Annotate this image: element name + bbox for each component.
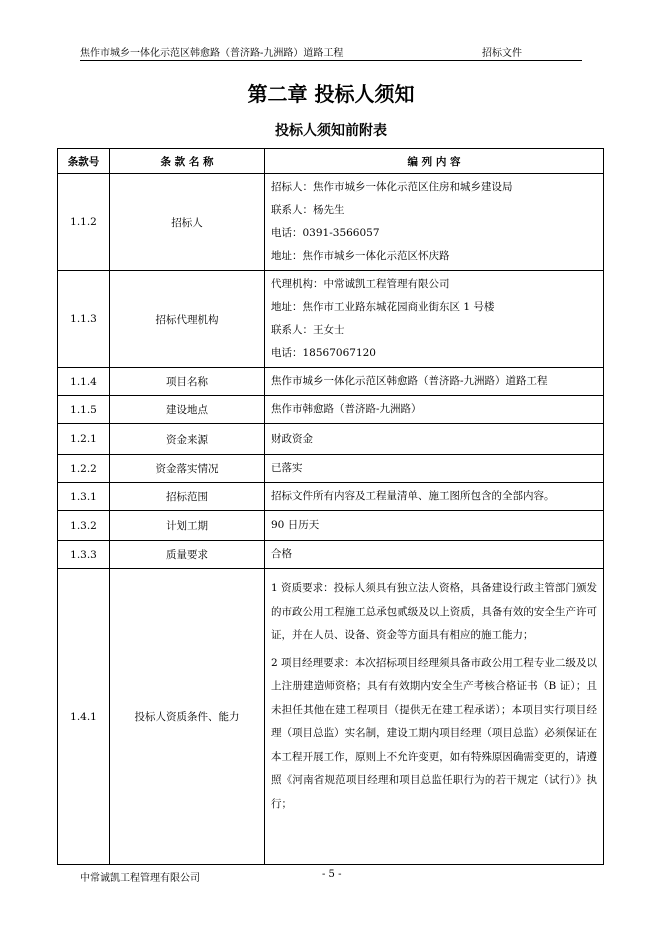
clause-name: 招标代理机构 (110, 271, 265, 368)
clause-number: 1.1.4 (58, 368, 110, 396)
clause-name: 招标范围 (110, 483, 265, 511)
content-line: 联系人：王女士 (271, 324, 345, 336)
clause-content (265, 424, 604, 455)
header-content: 编 列 内 容 (265, 149, 604, 174)
clause-number: 1.3.2 (58, 511, 110, 541)
clause-number: 1.1.2 (58, 174, 110, 271)
content-line: 已落实 (271, 462, 303, 474)
bidder-instructions-table (57, 148, 604, 865)
table-row (58, 511, 604, 541)
header-doc-type: 招标文件 (482, 48, 522, 59)
content-line: 地址：焦作市工业路东城花园商业街东区 1 号楼 (271, 301, 495, 313)
content-line: 电话：0391-3566057 (271, 227, 380, 239)
table-row (58, 455, 604, 483)
header-clause-name: 条 款 名 称 (110, 149, 265, 174)
table-row (58, 271, 604, 368)
content-line: 焦作市韩愈路（普济路-九洲路） (271, 403, 422, 415)
table-row (58, 569, 604, 865)
clause-content (265, 569, 604, 865)
content-line: 招标文件所有内容及工程量清单、施工图所包含的全部内容。 (271, 490, 555, 502)
table-row (58, 368, 604, 396)
clause-content (265, 368, 604, 396)
table-row (58, 424, 604, 455)
clause-content (265, 271, 604, 368)
table-row (58, 174, 604, 271)
chapter-title: 第二章 投标人须知 (247, 82, 415, 106)
content-line: 合格 (271, 548, 292, 560)
content-line: 90 日历天 (271, 519, 320, 531)
content-paragraph: 1 资质要求：投标人须具有独立法人资格，具备建设行政主管部门颁发的市政公用工程施工总承包贰级及以上资质，具备有效的安全生产许可证，并在人员、设备、资金等方面具有相应的施工能力； (271, 582, 597, 641)
table-row (58, 541, 604, 569)
clause-content (265, 541, 604, 569)
clause-name: 建设地点 (110, 396, 265, 424)
clause-number: 1.2.1 (58, 424, 110, 455)
clause-name: 资金来源 (110, 424, 265, 455)
clause-name: 质量要求 (110, 541, 265, 569)
page-number: - 5 - (322, 869, 342, 880)
clause-name: 计划工期 (110, 511, 265, 541)
clause-content (265, 174, 604, 271)
content-line: 地址：焦作市城乡一体化示范区怀庆路 (271, 250, 450, 262)
clause-name: 资金落实情况 (110, 455, 265, 483)
clause-name: 投标人资质条件、能力 (110, 569, 265, 865)
clause-number: 1.2.2 (58, 455, 110, 483)
clause-number: 1.1.3 (58, 271, 110, 368)
content-paragraph: 2 项目经理要求：本次招标项目经理须具备市政公用工程专业二级及以上注册建造师资格；具有有效期内安全生产考核合格证书（B 证）；且未担任其他在建工程项目（提供无在建工程承诺）；本项目实行项目经理（项目总监）实名制，建设工期内项目经理（项目总监）必须保证在本工程开展工作，原则上不允许变更，如有特殊原因确需变更的，请遵照《河南省规范项目经理和项目总监任职行为的若干规定（试行）》执行； (271, 656, 597, 810)
header-project-name: 焦作市城乡一体化示范区韩愈路（普济路-九洲路）道路工程 (80, 48, 344, 59)
content-line: 焦作市城乡一体化示范区韩愈路（普济路-九洲路）道路工程 (271, 375, 548, 387)
footer-company: 中常诚凯工程管理有限公司 (80, 873, 200, 884)
clause-name: 项目名称 (110, 368, 265, 396)
clause-number: 1.4.1 (58, 569, 110, 865)
page-footer (80, 864, 582, 884)
table-row (58, 483, 604, 511)
clause-content (265, 483, 604, 511)
table-row (58, 396, 604, 424)
content-line: 联系人：杨先生 (271, 204, 345, 216)
clause-content (265, 396, 604, 424)
header-clause-no: 条款号 (58, 149, 110, 174)
table-title: 投标人须知前附表 (275, 123, 387, 139)
clause-number: 1.3.3 (58, 541, 110, 569)
page-header (80, 44, 582, 61)
clause-number: 1.3.1 (58, 483, 110, 511)
content-line: 电话：18567067120 (271, 347, 376, 359)
content-line: 招标人：焦作市城乡一体化示范区住房和城乡建设局 (271, 181, 513, 193)
content-line: 代理机构：中常诚凯工程管理有限公司 (271, 278, 450, 290)
content-line: 财政资金 (271, 432, 313, 445)
clause-name: 招标人 (110, 174, 265, 271)
clause-number: 1.1.5 (58, 396, 110, 424)
clause-content (265, 511, 604, 541)
clause-content (265, 455, 604, 483)
table-header-row (58, 149, 604, 174)
